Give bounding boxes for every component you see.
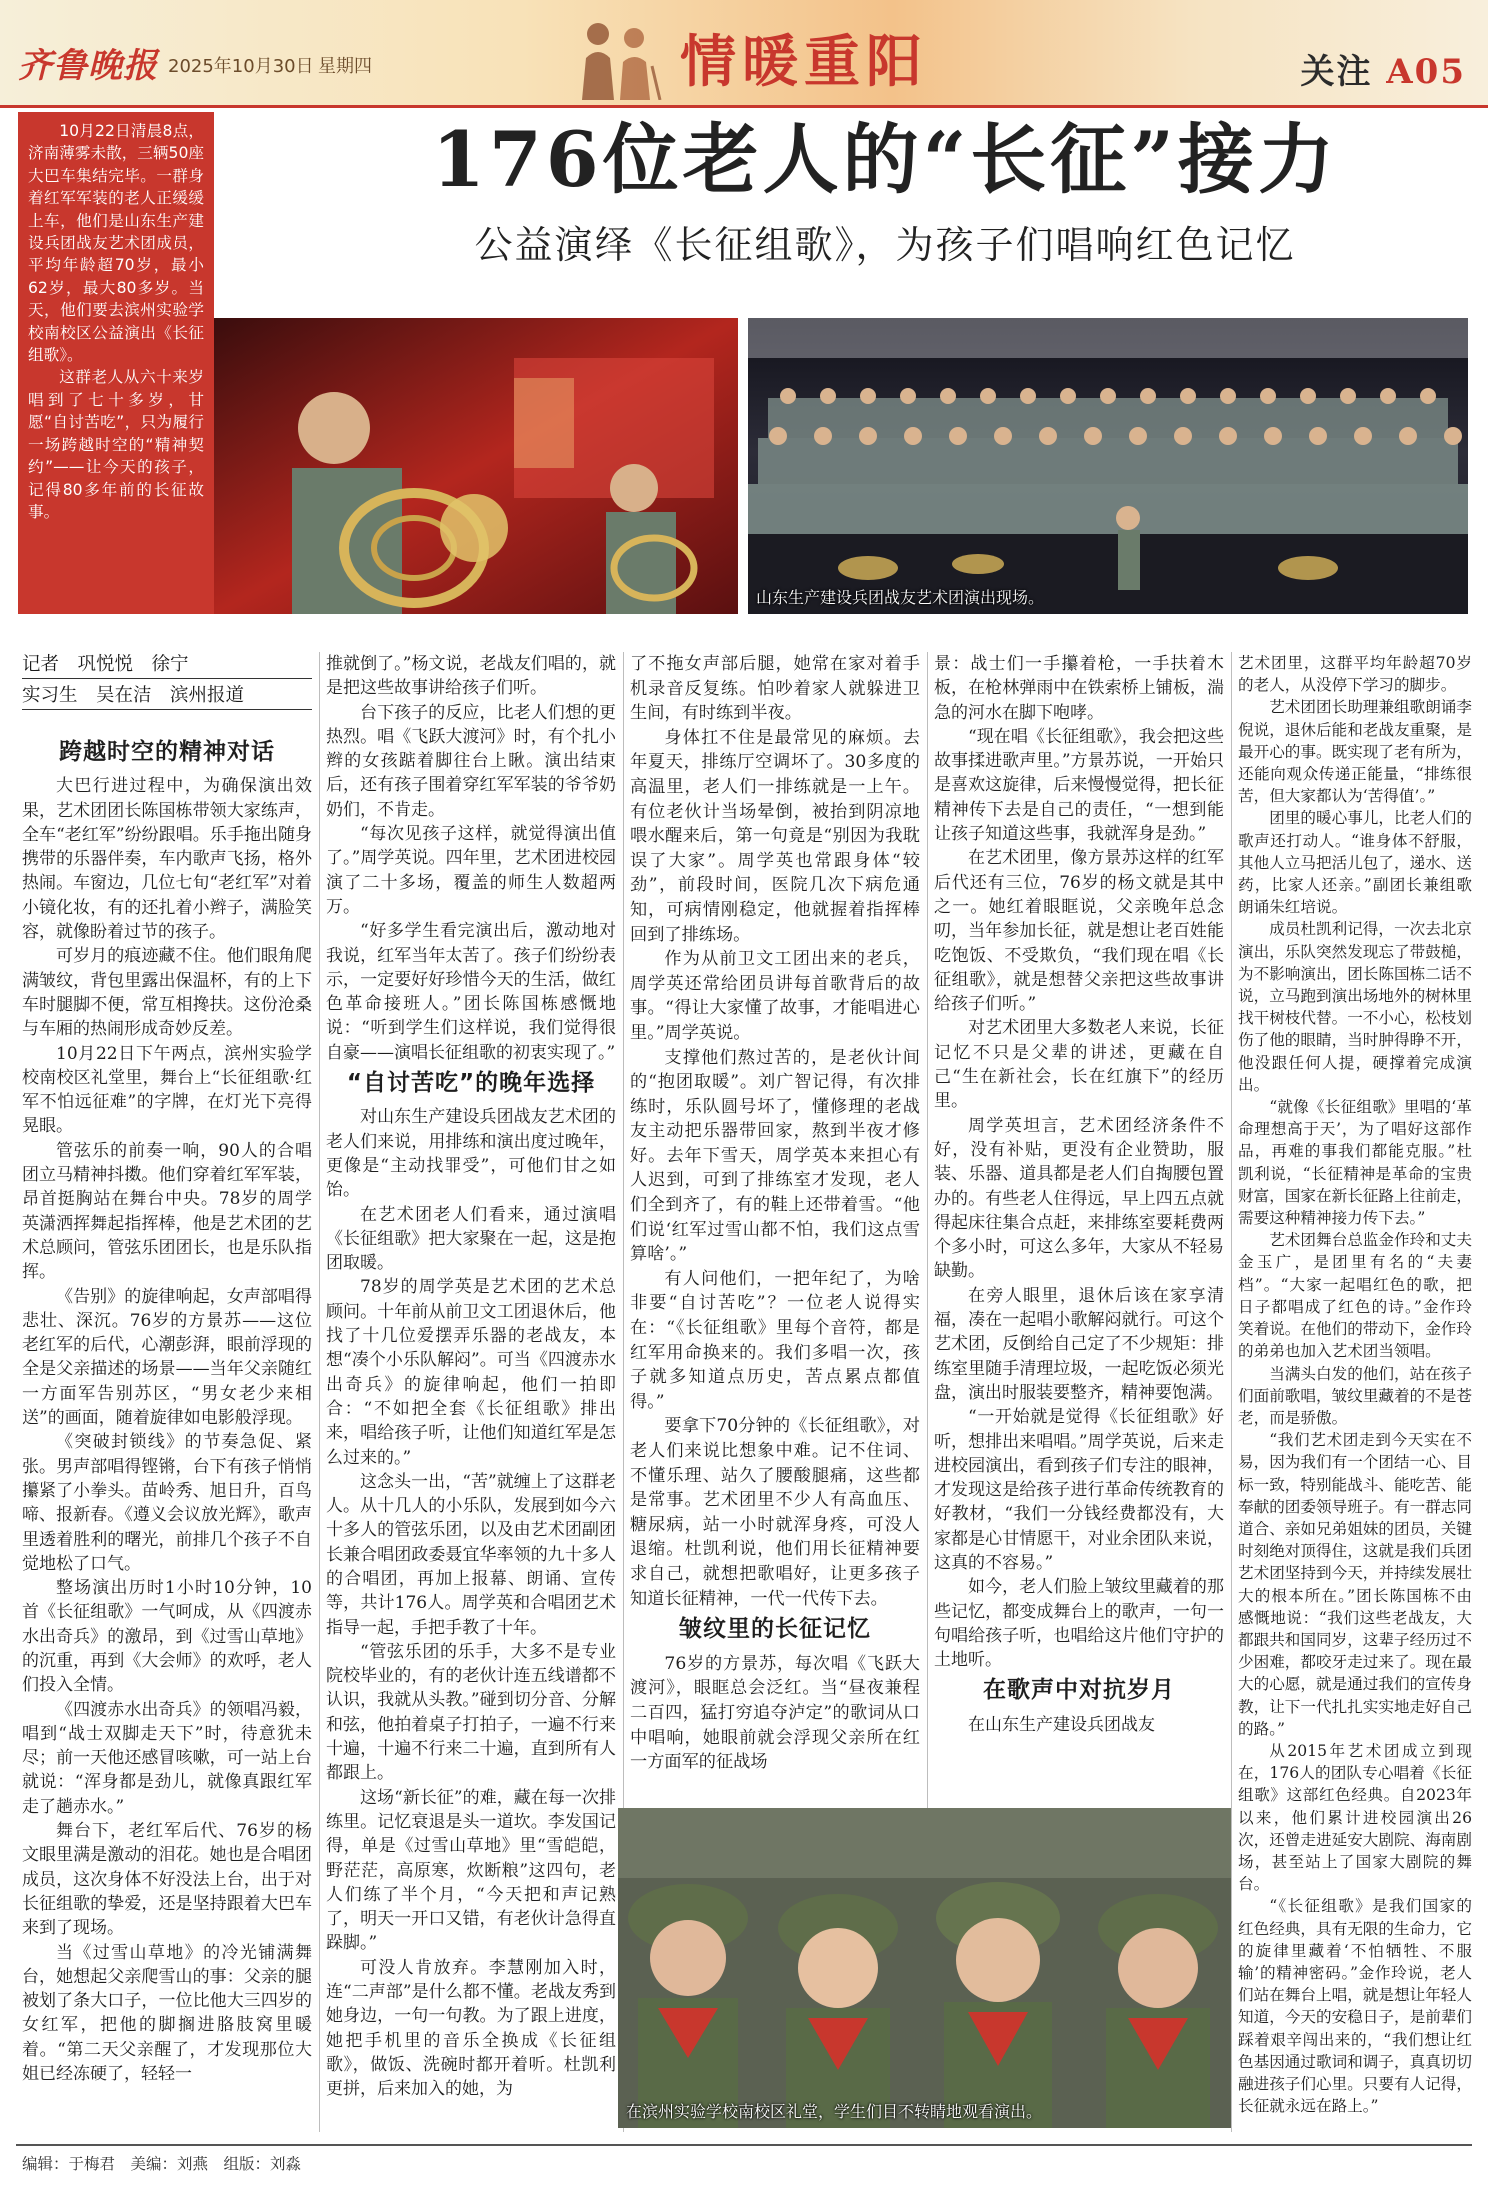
- paragraph: 作为从前卫文工团出来的老兵，周学英还常给团员讲每首歌背后的故事。“得让大家懂了故事，才能唱进心里。”周学英说。: [630, 949, 920, 1043]
- paragraph: 78岁的周学英是艺术团的艺术总顾问。十年前从前卫文工团退休后，他找了十几位爱摆弄乐器的老战友，本想“凑个小乐队解闷”。可当《四渡赤水出奇兵》的旋律响起，他们一拍即合：“不如把全套《长征组歌》排出来，唱给孩子听，让他们知道红军是怎么过来的。”: [326, 1277, 616, 1468]
- paragraph: “好多学生看完演出后，激动地对我说，红军当年太苦了。孩子们纷纷表示，一定要好好珍惜今天的生活，做红色革命接班人。”团长陈国栋感慨地说：“听到学生们这样说，我们觉得很自豪——演唱长征组歌的初衷实现了。”: [326, 921, 616, 1063]
- paragraph: 舞台下，老红军后代、76岁的杨文眼里满是激动的泪花。她也是合唱团成员，这次身体不好没法上台，出于对长征组歌的挚爱，还是坚持跟着大巴车来到了现场。: [22, 1821, 312, 1939]
- subhead-spiritual-dialogue: 跨越时空的精神对话: [59, 739, 275, 765]
- column-divider: [319, 652, 320, 2132]
- page-number: A05: [1386, 52, 1466, 92]
- paragraph: 10月22日下午两点，滨州实验学校南校区礼堂里，舞台上“长征组歌·红军不怕远征难”的字牌，在灯光下亮得晃眼。: [22, 1043, 312, 1137]
- paragraph: 管弦乐的前奏一响，90人的合唱团立马精神抖擞。他们穿着红军军装，昂首挺胸站在舞台中央。78岁的周学英潇洒挥舞起指挥棒，他是艺术团的艺术总顾问，管弦乐团团长，也是乐队指挥。: [22, 1140, 312, 1283]
- page-footer-credits: 编辑：于梅君 美编：刘燕 组版：刘淼: [22, 2155, 302, 2173]
- column-divider: [927, 652, 928, 1812]
- page-label-prefix: 关注: [1300, 52, 1373, 92]
- paragraph: 周学英坦言，艺术团经济条件不好，没有补贴，更没有企业赞助，服装、乐器、道具都是老人们自掏腰包置办的。有些老人住得远，早上四五点就得起床往集合点赶，来排练室要耗费两个多小时，可这么多年，大家从不轻易缺勤。: [934, 1115, 1224, 1282]
- newspaper-name: 齐鲁晚报: [18, 46, 158, 86]
- elderly-couple-silhouette-icon: [560, 14, 670, 100]
- paragraph: 大巴行进过程中，为确保演出效果，艺术团团长陈国栋带领大家练声，全车“老红军”纷纷跟唱。乐手拖出随身携带的乐器伴奏，车内歌声飞扬，格外热闹。车窗边，几位七旬“老红军”对着小镜化妆，有的还扎着小辫子，满脸笑容，就像盼着过节的孩子。: [22, 776, 312, 943]
- byline: [22, 652, 312, 714]
- paragraph: 《告别》的旋律响起，女声部唱得悲壮、深沉。76岁的方景苏——这位老红军的后代，心潮彭湃，眼前浮现的全是父亲描述的场景——当年父亲随红一方面军告别苏区，“男女老少来相送”的画面，随着旋律如电影般浮现。: [22, 1286, 312, 1429]
- byline-reporters: 记者 巩悦悦 徐宁: [22, 652, 312, 679]
- paragraph: 艺术团团长助理兼组歌朗诵李倪说，退休后能和老战友重聚，是最开心的事。既实现了老有所为，还能向观众传递正能量，“排练很苦，但大家都认为‘苦得值’。”: [1238, 698, 1472, 806]
- lede-paragraph-2: 这群老人从六十来岁唱到了七十多岁，甘愿“自讨苦吃”，只为履行一场跨越时空的“精神契约”——让今天的孩子，记得80多年前的长征故事。: [28, 368, 204, 521]
- subheadline: 公益演绎《长征组歌》，为孩子们唱响红色记忆: [474, 223, 1296, 267]
- paragraph: 可没人肯放弃。李慧刚加入时，连“二声部”是什么都不懂。老战友秀到她身边，一句一句教。为了跟上进度，她把手机里的音乐全换成《长征组歌》，做饭、洗碗时都开着听。杜凯利更拼，后来加入的她，为: [326, 1957, 616, 2100]
- paragraph: 可岁月的痕迹藏不住。他们眼角爬满皱纹，背包里露出保温杯，有的上下车时腿脚不便，常互相搀扶。这份沧桑与车厢的热闹形成奇妙反差。: [22, 946, 312, 1040]
- byline-interns: 实习生 吴在洁 滨州报道: [22, 683, 312, 710]
- paragraph: 团里的暖心事儿，比老人们的歌声还打动人。“谁身体不舒服，其他人立马把活儿包了，递水、送药，比家人还亲。”副团长兼组歌朗诵朱红培说。: [1238, 809, 1472, 917]
- photo-horn-player: [214, 318, 738, 614]
- paragraph: 艺术团里，这群平均年龄超70岁的老人，从没停下学习的脚步。: [1238, 654, 1472, 695]
- paragraph: 成员杜凯利记得，一次去北京演出，乐队突然发现忘了带鼓槌，为不影响演出，团长陈国栋二话不说，立马跑到演出场地外的树林里找干树枝代替。一不小心，松枝划伤了他的眼睛，当时肿得睁不开，他没跟任何人提，硬撑着完成演出。: [1238, 920, 1472, 1094]
- paragraph: 身体扛不住是最常见的麻烦。去年夏天，排练厅空调坏了。30多度的高温里，老人们一排练就是一上午。有位老伙计当场晕倒，被抬到阴凉地喂水醒来后，第一句竟是“别因为我耽误了大家”。周学英也常跟身体“较劲”，前段时间，医院几次下病危通知，可病情刚稳定，他就握着指挥棒回到了排练场。: [630, 727, 920, 945]
- paragraph: 在山东生产建设兵团战友: [968, 1714, 1155, 1735]
- footer-divider: [16, 2144, 1472, 2146]
- subhead-late-life-choice: “自讨苦吃”的晚年选择: [346, 1070, 596, 1097]
- paragraph: 了不拖女声部后腿，她常在家对着手机录音反复练。怕吵着家人就躲进卫生间，有时练到半夜。: [630, 654, 920, 724]
- paragraph: 在旁人眼里，退休后该在家享清福，凑在一起唱小歌解闷就行。可这个艺术团，反倒给自己定了不少规矩：排练室里随手清理垃圾，一起吃饭必须光盘，演出时服装要整齐，精神要饱满。: [934, 1285, 1224, 1403]
- section-title: 情暖重阳: [680, 29, 928, 95]
- subhead-wrinkle-memory: 皱纹里的长征记忆: [679, 1616, 871, 1643]
- lede-paragraph: 10月22日清晨8点，济南薄雾未散，三辆50座大巴车集结完毕。一群身着红军军装的老人正缓缓上车，他们是山东生产建设兵团战友艺术团成员，平均年龄超70岁，最小62岁，最大80多岁。当天，他们要去滨州实验学校南校区公益演出《长征组歌》。: [28, 122, 204, 365]
- photo-students-watching: [618, 1808, 1232, 2128]
- paragraph: 景：战士们一手攥着枪，一手扶着木板，在枪林弹雨中在铁索桥上铺板，湍急的河水在脚下咆哮。: [934, 654, 1224, 723]
- paragraph: “《长征组歌》是我们国家的红色经典，具有无限的生命力，它的旋律里藏着‘不怕牺牲、不服输’的精神密码。”金作玲说，老人们站在舞台上唱，就是想让年轻人知道，今天的安稳日子，是前辈们踩着艰辛闯出来的，“我们想让红色基因通过歌词和调子，真真切切融进孩子们心里。只要有人记得，长征就永远在路上。”: [1238, 1897, 1472, 2116]
- paragraph: 对艺术团里大多数老人来说，长征记忆不只是父辈的讲述，更藏在自己“生在新社会，长在红旗下”的经历里。: [934, 1018, 1224, 1112]
- paragraph: 如今，老人们脸上皱纹里藏着的那些记忆，都变成舞台上的歌声，一句一句唱给孩子听，也唱给这片他们守护的土地听。: [934, 1577, 1224, 1671]
- paragraph: “一开始就是觉得《长征组歌》好听，想排出来唱唱。”周学英说，后来走进校园演出，看到孩子们专注的眼神，才发现这是给孩子进行革命传统教育的好教材，“我们一分钱经费都没有，大家都是心甘情愿干，对业余团队来说，这真的不容易。”: [934, 1407, 1224, 1573]
- headline: 176位老人的“长征”接力: [431, 115, 1339, 204]
- paragraph: 《突破封锁线》的节奏急促、紧张。男声部唱得铿锵，台下有孩子悄悄攥紧了小拳头。苗岭秀、旭日升，百鸟啼、报新春。《遵义会议放光辉》，歌声里透着胜利的曙光，前排几个孩子不自觉地松了口气。: [22, 1432, 312, 1574]
- paragraph: 《四渡赤水出奇兵》的领唱冯毅，唱到“战士双脚走天下”时，待意犹未尽；前一天他还感冒咳嗽，可一站上台就说：“浑身都是劲儿，就像真跟红军走了趟赤水。”: [22, 1699, 312, 1817]
- paragraph: 当满头白发的他们，站在孩子们面前歌唱，皱纹里藏着的不是苍老，而是骄傲。: [1238, 1364, 1472, 1427]
- paragraph: 要拿下70分钟的《长征组歌》，对老人们来说比想象中难。记不住词、不懂乐理、站久了腰酸腿痛，这些都是常事。艺术团里不少人有高血压、糖尿病，站一小时就浑身疼，可没人退缩。杜凯利说，他们用长征精神要求自己，就想把歌唱好，让更多孩子知道长征精神，一代一代传下去。: [630, 1416, 920, 1609]
- photo-caption-students: 在滨州实验学校南校区礼堂，学生们目不转睛地观看演出。: [626, 2102, 1043, 2121]
- paragraph: 76岁的方景苏，每次唱《飞跃大渡河》，眼眶总会泛红。当“昼夜兼程二百四，猛打穷追夺泸定”的歌词从口中唱响，她眼前就会浮现父亲所在红一方面军的征战场: [630, 1653, 920, 1773]
- paragraph: 艺术团舞台总监金作玲和丈夫金玉广，是团里有名的“夫妻档”。“大家一起唱红色的歌，把日子都唱成了红色的诗。”金作玲笑着说。在他们的带动下，金作玲的弟弟也加入艺术团当领唱。: [1238, 1231, 1472, 1361]
- paragraph: “每次见孩子这样，就觉得演出值了。”周学英说。四年里，艺术团进校园演了二十多场，覆盖的师生人数超两万。: [326, 824, 616, 917]
- paragraph: 在艺术团里，像方景苏这样的红军后代还有三位，76岁的杨文就是其中之一。她红着眼眶说，父亲晚年总念叨，当年参加长征，就是想让老百姓能吃饱饭、不受欺负，“我们现在唱《长征组歌》，就是想替父亲把这些故事讲给孩子们听。”: [934, 848, 1224, 1015]
- paragraph: “管弦乐团的乐手，大多不是专业院校毕业的，有的老伙计连五线谱都不认识，我就从头教。”碰到切分音、分解和弦，他拍着桌子打拍子，一遍不行来十遍，十遍不行来二十遍，直到所有人都跟上。: [326, 1641, 616, 1784]
- subhead-singing-against-time: 在歌声中对抗岁月: [983, 1677, 1175, 1704]
- column-3: [630, 652, 920, 1775]
- paragraph: 这场“新长征”的难，藏在每一次排练里。记忆衰退是头一道坎。李发国记得，单是《过雪山草地》里“雪皑皑，野茫茫，高原寒，炊断粮”这四句，老人们练了半个月，“今天把和声记熟了，明天一开口又错，有老伙计急得直跺脚。”: [326, 1787, 616, 1954]
- photo-caption-choir: 山东生产建设兵团战友艺术团演出现场。: [756, 588, 1045, 607]
- issue-weekday: 星期四: [318, 56, 372, 77]
- photo-choir-performance: [748, 318, 1468, 614]
- choir-performance-image: [748, 318, 1468, 614]
- column-divider: [1231, 652, 1232, 2132]
- paragraph: “就像《长征组歌》里唱的‘革命理想高于天’，为了唱好这部作品，再难的事我们都能克服。”杜凯利说，“长征精神是革命的宝贵财富，国家在新长征路上往前走，需要这种精神接力传下去。”: [1238, 1098, 1472, 1228]
- lede-box: [18, 112, 214, 614]
- students-watching-image: [618, 1808, 1232, 2128]
- horn-player-image: [214, 318, 738, 614]
- paragraph: 整场演出历时1小时10分钟，10首《长征组歌》一气呵成，从《四渡赤水出奇兵》的激昂，到《过雪山草地》的沉重，再到《大会师》的欢呼，老人们投入全情。: [22, 1578, 312, 1696]
- paragraph: 支撑他们熬过苦的，是老伙计间的“抱团取暖”。刘广智记得，有次排练时，乐队圆号坏了，懂修理的老战友主动把乐器带回家，熬到半夜才修好。去年下雪天，周学英本来担心有人迟到，可到了排练室才发现，老人们全到齐了，有的鞋上还带着雪。“他们说‘红军过雪山都不怕，我们这点雪算啥’。”: [630, 1047, 920, 1265]
- page-masthead: [0, 0, 1488, 108]
- paragraph: 推就倒了。”杨文说，老战友们唱的，就是把这些故事讲给孩子们听。: [326, 654, 616, 699]
- column-2: [326, 652, 616, 2102]
- paragraph: “我们艺术团走到今天实在不易，因为我们有一个团结一心、目标一致，特别能战斗、能吃苦、能奉献的团委领导班子。有一群志同道合、亲如兄弟姐妹的团员，关键时刻绝对顶得住，这就是我们兵团艺术团坚持到今天，并持续发展壮大的根本所在。”团长陈国栋不由感慨地说：“我们这些老战友，大都跟共和国同岁，这辈子经历过不少困难，都咬牙走过来了。现在最大的心愿，就是通过我们的宣传身教，让下一代扎扎实实地走好自己的路。”: [1238, 1431, 1472, 1738]
- issue-date: 2025年10月30日: [168, 56, 314, 77]
- paragraph: 对山东生产建设兵团战友艺术团的老人们来说，用排练和演出度过晚年，更像是“主动找罪受”，可他们甘之如饴。: [326, 1107, 616, 1201]
- paragraph: 当《过雪山草地》的冷光铺满舞台，她想起父亲爬雪山的事：父亲的腿被划了条大口子，一位比他大三四岁的女红军，把他的脚搁进胳肢窝里暖着。“第二天父亲醒了，才发现那位大姐已经冻硬了，轻轻一: [22, 1942, 312, 2085]
- page-label: [1300, 44, 1466, 93]
- column-5: [1238, 652, 1472, 2117]
- paragraph: 有人问他们，一把年纪了，为啥非要“自讨苦吃”？一位老人说得实在：“《长征组歌》里每个音符，都是红军用命换来的。我们多唱一次，孩子就多知道点历史，苦点累点都值得。”: [630, 1268, 920, 1412]
- column-1: [22, 734, 312, 2086]
- paragraph: 从2015年艺术团成立到现在，176人的团队专心唱着《长征组歌》这部红色经典。自2023年以来，他们累计进校园演出26次，还曾走进延安大剧院、海南剧场，甚至站上了国家大剧院的舞台。: [1238, 1741, 1472, 1894]
- paragraph: 台下孩子的反应，比老人们想的更热烈。唱《飞跃大渡河》时，有个扎小辫的女孩踮着脚往台上瞅。演出结束后，还有孩子围着穿红军军装的爷爷奶奶们，不肯走。: [326, 702, 616, 820]
- paragraph: 在艺术团老人们看来，通过演唱《长征组歌》把大家聚在一起，这是抱团取暖。: [326, 1204, 616, 1274]
- column-4: [934, 652, 1224, 1737]
- paragraph: “现在唱《长征组歌》，我会把这些故事揉进歌声里。”方景苏说，一开始只是喜欢这旋律，后来慢慢觉得，把长征精神传下去是自己的责任，“一想到能让孩子知道这些事，我就浑身是劲。”: [934, 726, 1224, 845]
- paragraph: 这念头一出，“苦”就缠上了这群老人。从十几人的小乐队，发展到如今六十多人的管弦乐团，以及由艺术团副团长兼合唱团政委聂宜华率领的九十多人的合唱团，再加上报幕、朗诵、宣传等，共计176人。周学英和合唱团艺术指导一起，手把手教了十年。: [326, 1471, 616, 1638]
